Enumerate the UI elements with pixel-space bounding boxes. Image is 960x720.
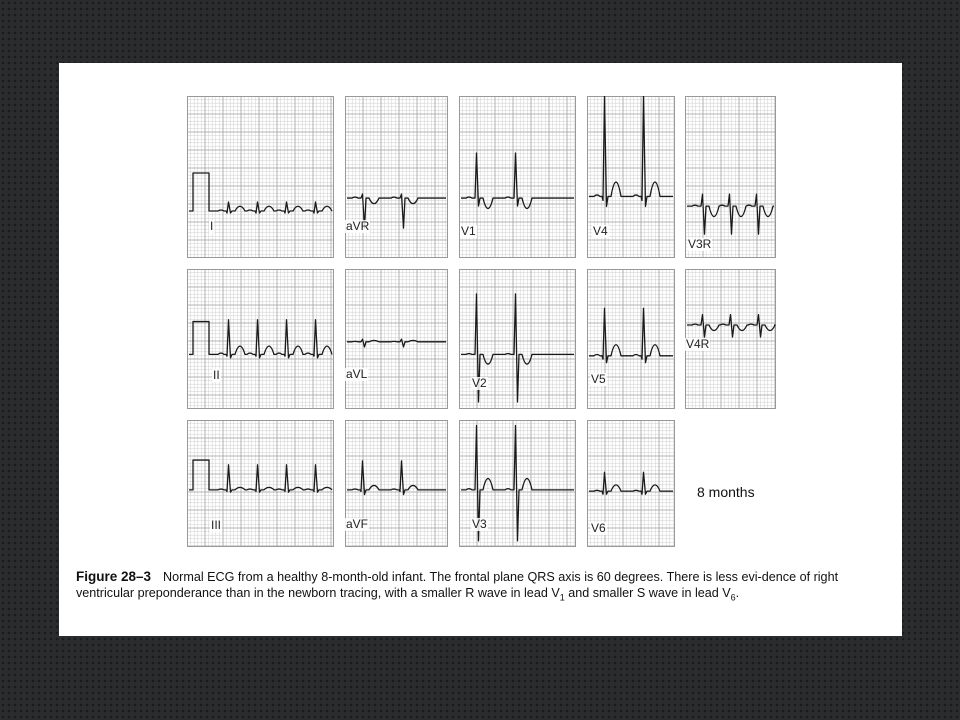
lead-label-V4: V4 [593,224,608,238]
ecg-panel-V3R [685,96,776,258]
lead-label-aVF: aVF [346,517,369,531]
caption-sub-1: 1 [559,592,565,603]
lead-label-aVL: aVL [346,367,368,381]
lead-label-V3R: V3R [688,237,712,251]
caption-text-1: Normal ECG from a healthy 8-month-old infant. The frontal plane QRS axis is 60 degrees. There is less evi-dence of right ventricular preponderance than in the newborn tracing, with a smaller R wave in lead V [76,570,839,600]
ecg-panel-V4 [587,96,675,258]
grid-background [685,96,776,258]
ecg-panel-V1 [459,96,576,258]
lead-label-I: I [210,219,214,233]
ecg-grid [345,269,448,409]
ecg-panel-aVF [345,420,448,547]
lead-label-V5: V5 [591,372,606,386]
ecg-panel-V5 [587,269,675,409]
ecg-grid [685,96,776,258]
ecg-grid [345,96,448,258]
lead-label-V3: V3 [472,517,487,531]
ecg-panel-II [187,269,334,409]
figure-caption [76,569,896,601]
caption-text-2: and smaller S wave in lead V [564,586,731,600]
lead-label-V2: V2 [472,376,487,390]
ecg-grid [587,269,675,409]
ecg-panel-I [187,96,334,258]
caption-text-3: . [735,586,740,600]
ecg-grid [187,269,334,409]
ecg-panel-V4R [685,269,776,409]
lead-label-V1: V1 [461,224,476,238]
caption-sub-2: 6 [730,592,736,603]
ecg-panel-V3 [459,420,576,547]
ecg-panel-aVR [345,96,448,258]
age-label: 8 months [697,484,755,500]
grid-background [345,96,448,258]
lead-label-III: III [211,518,222,532]
ecg-panel-aVL [345,269,448,409]
lead-label-aVR: aVR [346,219,370,233]
lead-label-II: II [213,368,220,382]
slide-frame [59,63,902,636]
ecg-grid [187,96,334,258]
ecg-panel-V2 [459,269,576,409]
ecg-panel-III [187,420,334,547]
ecg-panel-V6 [587,420,675,547]
lead-label-V4R: V4R [686,337,710,351]
lead-label-V6: V6 [591,521,606,535]
figure-number: Figure 28–3 [76,569,152,584]
